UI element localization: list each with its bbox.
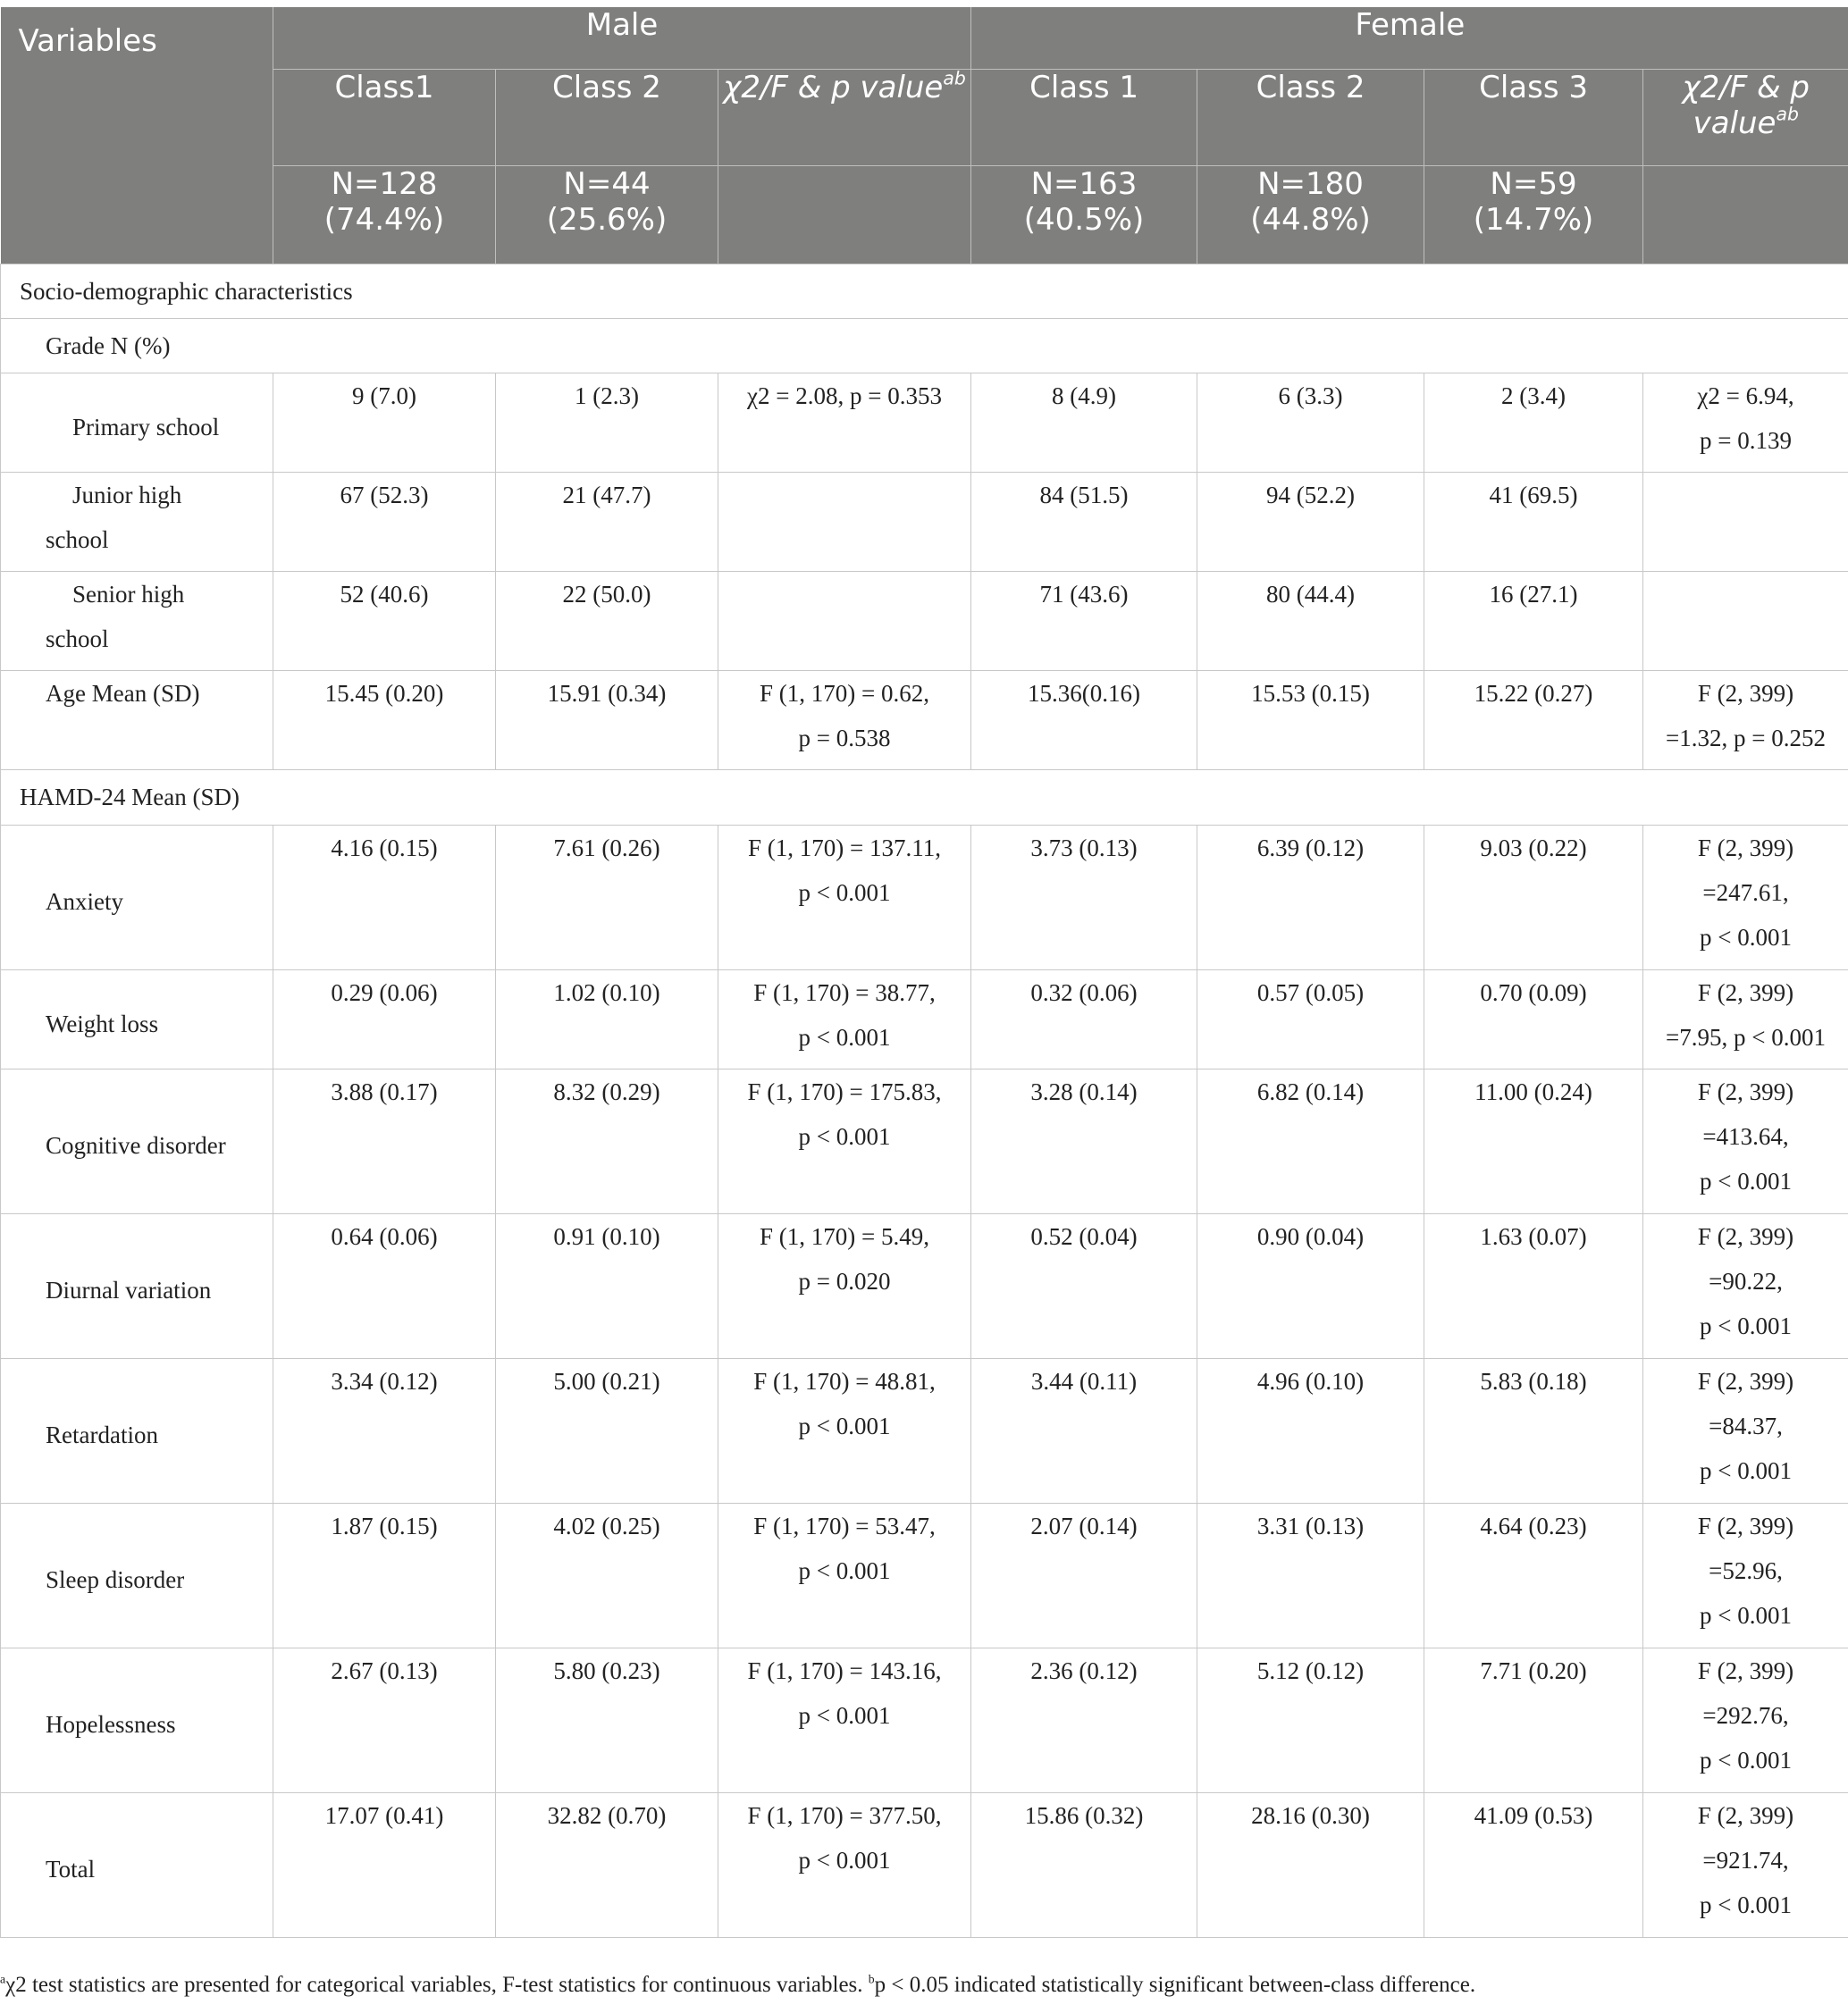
cell-female-stat: F (2, 399) =247.61, p < 0.001	[1643, 825, 1848, 969]
table-row	[1, 1213, 1848, 1358]
cell-female-stat: χ2 = 6.94, p = 0.139	[1643, 373, 1848, 472]
table-row	[1, 1503, 1848, 1648]
table-row	[1, 670, 1848, 769]
cell-male-stat: F (1, 170) = 0.62, p = 0.538	[718, 670, 971, 769]
cell-male-class2: 5.00 (0.21)	[496, 1358, 718, 1503]
section-row-grade	[1, 318, 1848, 373]
header-female-class2: Class 2	[1197, 69, 1424, 165]
header-male-class2-n: N=44 (25.6%)	[496, 165, 718, 264]
cell-female-class2: 15.53 (0.15)	[1197, 670, 1424, 769]
cell-female-class1: 3.44 (0.11)	[971, 1358, 1197, 1503]
cell-female-class1: 2.07 (0.14)	[971, 1503, 1197, 1648]
cell-male-class1: 67 (52.3)	[273, 472, 496, 571]
cell-female-stat	[1643, 571, 1848, 670]
cell-female-class1: 3.28 (0.14)	[971, 1069, 1197, 1213]
row-label: Anxiety	[1, 825, 273, 969]
cell-female-stat: F (2, 399) =90.22, p < 0.001	[1643, 1213, 1848, 1358]
row-label: Cognitive disorder	[1, 1069, 273, 1213]
row-label: Senior high school	[1, 571, 273, 670]
cell-male-class2: 7.61 (0.26)	[496, 825, 718, 969]
cell-male-class2: 8.32 (0.29)	[496, 1069, 718, 1213]
cell-male-class2: 4.02 (0.25)	[496, 1503, 718, 1648]
table-row	[1, 571, 1848, 670]
cell-female-class3: 5.83 (0.18)	[1424, 1358, 1643, 1503]
cell-male-class1: 15.45 (0.20)	[273, 670, 496, 769]
table-row	[1, 1648, 1848, 1792]
cell-male-class2: 32.82 (0.70)	[496, 1792, 718, 1937]
cell-female-class3: 41 (69.5)	[1424, 472, 1643, 571]
cell-female-stat: F (2, 399) =84.37, p < 0.001	[1643, 1358, 1848, 1503]
cell-male-class1: 3.34 (0.12)	[273, 1358, 496, 1503]
cell-male-stat: F (1, 170) = 377.50, p < 0.001	[718, 1792, 971, 1937]
header-female-class2-n: N=180 (44.8%)	[1197, 165, 1424, 264]
table-row	[1, 825, 1848, 969]
cell-female-class3: 16 (27.1)	[1424, 571, 1643, 670]
cell-female-class3: 11.00 (0.24)	[1424, 1069, 1643, 1213]
cell-female-class3: 4.64 (0.23)	[1424, 1503, 1643, 1648]
table-row	[1, 1358, 1848, 1503]
header-male-stat	[718, 69, 971, 165]
cell-female-class3: 9.03 (0.22)	[1424, 825, 1643, 969]
cell-male-stat: F (1, 170) = 5.49, p = 0.020	[718, 1213, 971, 1358]
cell-male-stat: F (1, 170) = 53.47, p < 0.001	[718, 1503, 971, 1648]
cell-male-class1: 3.88 (0.17)	[273, 1069, 496, 1213]
header-male: Male	[273, 7, 971, 69]
cell-female-class3: 2 (3.4)	[1424, 373, 1643, 472]
footnote-mark-a: a	[0, 1972, 6, 1986]
row-label: Weight loss	[1, 969, 273, 1069]
cell-male-class1: 4.16 (0.15)	[273, 825, 496, 969]
header-male-class2: Class 2	[496, 69, 718, 165]
cell-female-class1: 71 (43.6)	[971, 571, 1197, 670]
cell-female-class2: 3.31 (0.13)	[1197, 1503, 1424, 1648]
header-male-class1: Class1	[273, 69, 496, 165]
cell-male-stat: F (1, 170) = 48.81, p < 0.001	[718, 1358, 971, 1503]
section-socio: Socio-demographic characteristics	[1, 264, 1848, 318]
data-table-wrapper	[0, 7, 1848, 1938]
cell-male-class1: 9 (7.0)	[273, 373, 496, 472]
cell-female-class1: 0.32 (0.06)	[971, 969, 1197, 1069]
table-row	[1, 373, 1848, 472]
cell-male-stat: χ2 = 2.08, p = 0.353	[718, 373, 971, 472]
cell-female-class2: 0.90 (0.04)	[1197, 1213, 1424, 1358]
table-footnote	[0, 1970, 1848, 2000]
row-label: Primary school	[1, 373, 273, 472]
header-female-class1: Class 1	[971, 69, 1197, 165]
header-female: Female	[971, 7, 1848, 69]
cell-female-class2: 28.16 (0.30)	[1197, 1792, 1424, 1937]
cell-female-class3: 41.09 (0.53)	[1424, 1792, 1643, 1937]
table-row	[1, 1069, 1848, 1213]
cell-female-class1: 84 (51.5)	[971, 472, 1197, 571]
cell-female-class2: 5.12 (0.12)	[1197, 1648, 1424, 1792]
row-label: Sleep disorder	[1, 1503, 273, 1648]
cell-female-class2: 0.57 (0.05)	[1197, 969, 1424, 1069]
cell-female-stat: F (2, 399) =413.64, p < 0.001	[1643, 1069, 1848, 1213]
cell-female-class1: 0.52 (0.04)	[971, 1213, 1197, 1358]
cell-female-stat: F (2, 399) =292.76, p < 0.001	[1643, 1648, 1848, 1792]
row-label: Age Mean (SD)	[1, 670, 273, 769]
cell-male-class2: 1 (2.3)	[496, 373, 718, 472]
table-row	[1, 1792, 1848, 1937]
cell-female-class1: 8 (4.9)	[971, 373, 1197, 472]
cell-male-stat: F (1, 170) = 137.11, p < 0.001	[718, 825, 971, 969]
cell-female-class1: 15.86 (0.32)	[971, 1792, 1197, 1937]
cell-female-class2: 6.82 (0.14)	[1197, 1069, 1424, 1213]
cell-male-class1: 17.07 (0.41)	[273, 1792, 496, 1937]
cell-female-stat: F (2, 399) =921.74, p < 0.001	[1643, 1792, 1848, 1937]
cell-female-class3: 1.63 (0.07)	[1424, 1213, 1643, 1358]
cell-male-class2: 5.80 (0.23)	[496, 1648, 718, 1792]
table-row	[1, 472, 1848, 571]
footnote-mark-b: b	[868, 1972, 875, 1986]
cell-male-stat	[718, 571, 971, 670]
cell-male-stat: F (1, 170) = 175.83, p < 0.001	[718, 1069, 971, 1213]
section-hamd: HAMD-24 Mean (SD)	[1, 769, 1848, 825]
header-row-classes	[1, 69, 1848, 165]
cell-male-class1: 0.64 (0.06)	[273, 1213, 496, 1358]
header-male-stat-empty	[718, 165, 971, 264]
section-row-socio	[1, 264, 1848, 318]
cell-male-class1: 0.29 (0.06)	[273, 969, 496, 1069]
row-label: Junior high school	[1, 472, 273, 571]
section-grade: Grade N (%)	[1, 318, 1848, 373]
cell-female-class2: 6 (3.3)	[1197, 373, 1424, 472]
cell-male-class2: 22 (50.0)	[496, 571, 718, 670]
cell-female-class1: 2.36 (0.12)	[971, 1648, 1197, 1792]
header-variables: Variables	[1, 7, 273, 264]
cell-female-class3: 0.70 (0.09)	[1424, 969, 1643, 1069]
cell-female-class2: 80 (44.4)	[1197, 571, 1424, 670]
cell-male-class1: 1.87 (0.15)	[273, 1503, 496, 1648]
row-label: Total	[1, 1792, 273, 1937]
header-female-stat-empty	[1643, 165, 1848, 264]
header-female-stat	[1643, 69, 1848, 165]
cell-male-stat: F (1, 170) = 38.77, p < 0.001	[718, 969, 971, 1069]
cell-male-class2: 1.02 (0.10)	[496, 969, 718, 1069]
cell-female-stat: F (2, 399) =52.96, p < 0.001	[1643, 1503, 1848, 1648]
cell-female-stat: F (2, 399) =7.95, p < 0.001	[1643, 969, 1848, 1069]
cell-male-class2: 21 (47.7)	[496, 472, 718, 571]
cell-male-stat: F (1, 170) = 143.16, p < 0.001	[718, 1648, 971, 1792]
cell-female-class3: 7.71 (0.20)	[1424, 1648, 1643, 1792]
header-row-groups	[1, 7, 1848, 69]
male-stat-sup: ab	[943, 67, 966, 89]
female-stat-text: χ2/F & p value	[1682, 69, 1810, 141]
header-male-class1-n: N=128 (74.4%)	[273, 165, 496, 264]
header-female-class1-n: N=163 (40.5%)	[971, 165, 1197, 264]
row-label: Hopelessness	[1, 1648, 273, 1792]
cell-female-class2: 6.39 (0.12)	[1197, 825, 1424, 969]
data-table	[0, 7, 1848, 1938]
cell-male-class1: 52 (40.6)	[273, 571, 496, 670]
male-stat-text: χ2/F & p value	[723, 69, 944, 105]
header-row-sizes	[1, 165, 1848, 264]
table-row	[1, 969, 1848, 1069]
row-label: Diurnal variation	[1, 1213, 273, 1358]
cell-male-class2: 15.91 (0.34)	[496, 670, 718, 769]
footnote-text-a: χ2 test statistics are presented for categorical variables, F-test statistics for continuous variables.	[5, 1973, 863, 1997]
header-female-class3-n: N=59 (14.7%)	[1424, 165, 1643, 264]
cell-female-class2: 4.96 (0.10)	[1197, 1358, 1424, 1503]
section-row-hamd	[1, 769, 1848, 825]
footnote-text-b: p < 0.05 indicated statistically significant between-class difference.	[874, 1973, 1476, 1997]
cell-male-stat	[718, 472, 971, 571]
cell-male-class2: 0.91 (0.10)	[496, 1213, 718, 1358]
row-label: Retardation	[1, 1358, 273, 1503]
header-female-class3: Class 3	[1424, 69, 1643, 165]
cell-female-class1: 15.36(0.16)	[971, 670, 1197, 769]
cell-female-class3: 15.22 (0.27)	[1424, 670, 1643, 769]
cell-female-class1: 3.73 (0.13)	[971, 825, 1197, 969]
cell-female-stat: F (2, 399) =1.32, p = 0.252	[1643, 670, 1848, 769]
cell-male-class1: 2.67 (0.13)	[273, 1648, 496, 1792]
cell-female-stat	[1643, 472, 1848, 571]
female-stat-sup: ab	[1776, 103, 1799, 125]
cell-female-class2: 94 (52.2)	[1197, 472, 1424, 571]
